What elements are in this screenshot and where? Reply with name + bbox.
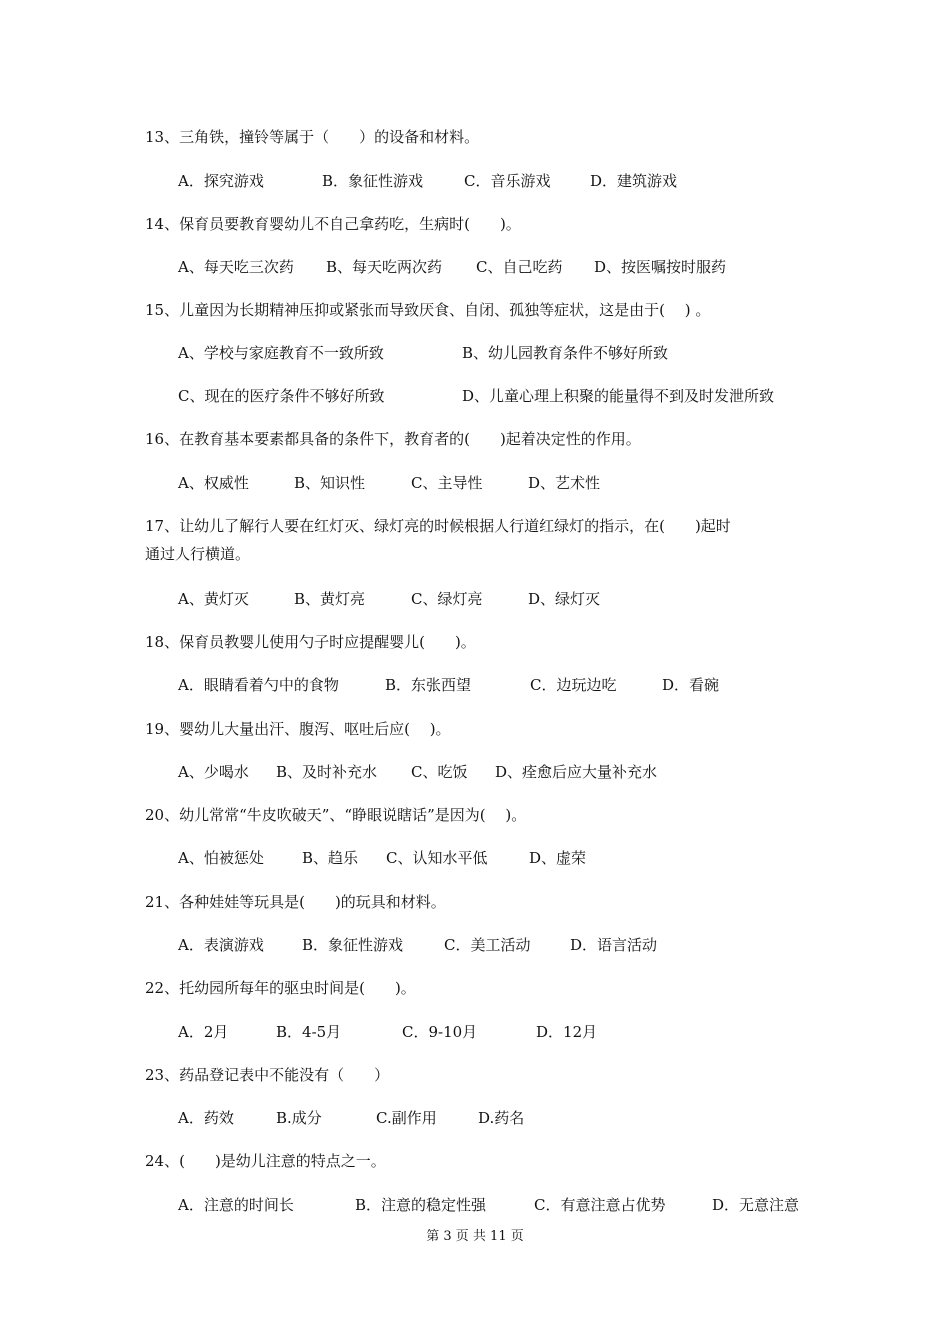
option-d: D、按医嘱按时服药 — [594, 258, 727, 276]
question-20-stem: 20、幼儿常常“牛皮吹破天”、“睁眼说瞎话”是因为( )。 — [145, 806, 527, 824]
option-c: C．美工活动 — [444, 936, 531, 954]
option-c: C．边玩边吃 — [530, 676, 617, 694]
option-a: A、少喝水 — [178, 763, 249, 781]
option-d: D、艺术性 — [528, 474, 601, 492]
question-17-stem-continued: 通过人行横道。 — [145, 545, 251, 563]
option-a: A．2月 — [178, 1023, 229, 1041]
question-19-stem: 19、婴幼儿大量出汗、腹泻、呕吐后应( )。 — [145, 720, 451, 738]
question-16-stem: 16、在教育基本要素都具备的条件下，教育者的( )起着决定性的作用。 — [145, 430, 641, 448]
question-23-stem: 23、药品登记表中不能没有（ ） — [145, 1066, 390, 1084]
option-c: C、认知水平低 — [386, 849, 488, 867]
option-c: C．音乐游戏 — [464, 172, 551, 190]
option-a: A、怕被惩处 — [178, 849, 264, 867]
option-a: A、权威性 — [178, 474, 249, 492]
page-number-footer: 第 3 页 共 11 页 — [426, 1229, 524, 1244]
option-c: C．9-10月 — [402, 1023, 478, 1041]
question-24-stem: 24、( )是幼儿注意的特点之一。 — [145, 1152, 386, 1170]
option-c: C．有意注意占优势 — [534, 1196, 666, 1214]
question-17-stem: 17、让幼儿了解行人要在红灯灭、绿灯亮的时候根据人行道红绿灯的指示，在( )起时 — [145, 517, 731, 535]
question-21-stem: 21、各种娃娃等玩具是( )的玩具和材料。 — [145, 893, 446, 911]
option-a: A、每天吃三次药 — [178, 258, 294, 276]
option-b: B．象征性游戏 — [302, 936, 404, 954]
option-a: A．注意的时间长 — [178, 1196, 294, 1214]
option-d: D．语言活动 — [570, 936, 658, 954]
option-c: C、主导性 — [411, 474, 483, 492]
option-a: A．探究游戏 — [178, 172, 264, 190]
option-d: D、虚荣 — [529, 849, 587, 867]
option-b: B、幼儿园教育条件不够好所致 — [462, 344, 669, 362]
option-b: B、黄灯亮 — [294, 590, 366, 608]
option-c: C.副作用 — [376, 1109, 437, 1127]
option-a: A、学校与家庭教育不一致所致 — [178, 344, 384, 362]
option-d: D．建筑游戏 — [590, 172, 678, 190]
option-d: D、痊愈后应大量补充水 — [495, 763, 658, 781]
question-22-stem: 22、托幼园所每年的驱虫时间是( )。 — [145, 979, 416, 997]
option-d: D．无意注意 — [712, 1196, 800, 1214]
option-c: C、自己吃药 — [476, 258, 563, 276]
option-d: D．看碗 — [662, 676, 720, 694]
option-d: D．12月 — [536, 1023, 598, 1041]
option-d: D、儿童心理上积聚的能量得不到及时发泄所致 — [462, 387, 775, 405]
option-b: B、知识性 — [294, 474, 366, 492]
option-c: C、现在的医疗条件不够好所致 — [178, 387, 385, 405]
option-b: B．象征性游戏 — [322, 172, 424, 190]
option-b: B．4-5月 — [276, 1023, 342, 1041]
option-a: A．表演游戏 — [178, 936, 264, 954]
option-a: A．眼睛看着勺中的食物 — [178, 676, 339, 694]
option-b: B．东张西望 — [385, 676, 472, 694]
question-13-stem: 13、三角铁，撞铃等属于（ ）的设备和材料。 — [145, 128, 480, 146]
question-14-stem: 14、保育员要教育婴幼儿不自己拿药吃，生病时( )。 — [145, 215, 521, 233]
option-c: C、吃饭 — [411, 763, 468, 781]
option-b: B、及时补充水 — [276, 763, 378, 781]
option-b: B.成分 — [276, 1109, 322, 1127]
question-15-stem: 15、儿童因为长期精神压抑或紧张而导致厌食、自闭、孤独等症状，这是由于( ) 。 — [145, 301, 711, 319]
option-c: C、绿灯亮 — [411, 590, 483, 608]
option-d: D、绿灯灭 — [528, 590, 601, 608]
option-b: B、趋乐 — [302, 849, 359, 867]
option-d: D.药名 — [478, 1109, 525, 1127]
option-b: B．注意的稳定性强 — [355, 1196, 487, 1214]
option-a: A．药效 — [178, 1109, 234, 1127]
option-a: A、黄灯灭 — [178, 590, 249, 608]
question-18-stem: 18、保育员教婴儿使用勺子时应提醒婴儿( )。 — [145, 633, 476, 651]
option-b: B、每天吃两次药 — [326, 258, 443, 276]
